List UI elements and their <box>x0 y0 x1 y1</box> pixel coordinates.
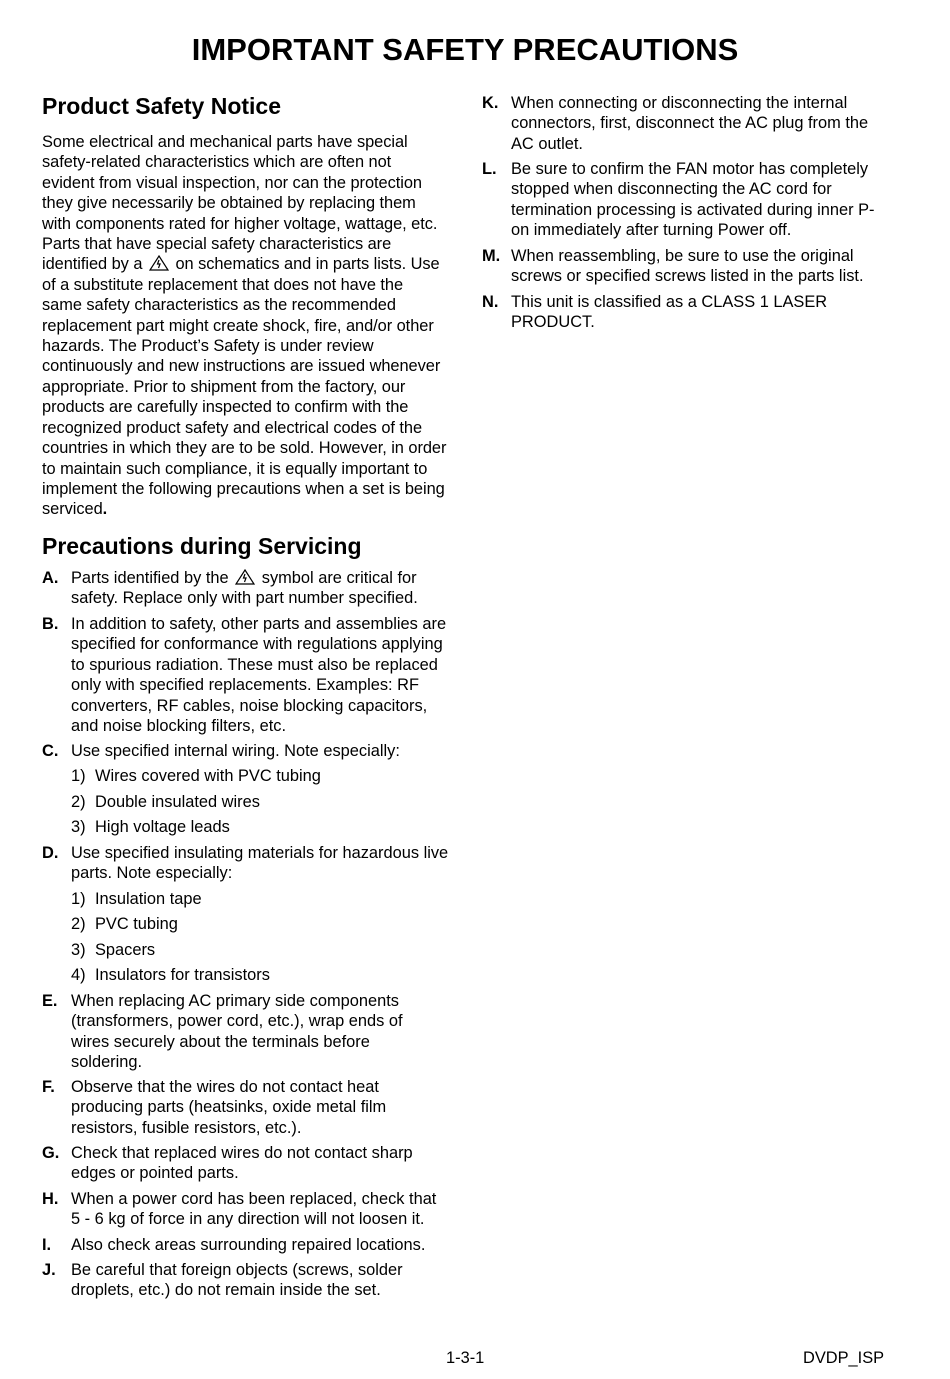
item-label: D. <box>42 844 59 862</box>
item-text: When replacing AC primary side components (transformers, power cord, etc.), wrap ends of wires securely about the terminals before soldering. <box>71 992 403 1072</box>
sub-item-number: 3) <box>71 818 86 836</box>
product-safety-end: . <box>102 500 108 519</box>
item-text: Be sure to confirm the FAN motor has completely stopped when disconnecting the AC cord for termination processing is activated during inner P-on immediately after turning Power off. <box>511 160 875 240</box>
warning-triangle-icon <box>149 255 169 271</box>
item-text: Also check areas surrounding repaired locations. <box>71 1236 426 1254</box>
item-text-before-icon: Parts identified by the <box>71 569 229 587</box>
sub-item-text: Spacers <box>95 941 156 959</box>
item-text: When connecting or disconnecting the internal connectors, first, disconnect the AC plug from the AC outlet. <box>511 94 869 153</box>
warning-triangle-icon <box>235 569 255 585</box>
item-text: Use specified internal wiring. Note especially: <box>71 742 400 760</box>
sub-item-text: PVC tubing <box>95 915 178 933</box>
item-label: L. <box>482 160 497 178</box>
sub-item-number: 1) <box>71 767 86 785</box>
item-text: Be careful that foreign objects (screws, solder droplets, etc.) do not remain inside the set. <box>71 1261 403 1300</box>
item-label: G. <box>42 1144 60 1162</box>
item-label: H. <box>42 1190 59 1208</box>
item-text: When a power cord has been replaced, check that 5 - 6 kg of force in any direction will not loosen it. <box>71 1190 437 1229</box>
item-label: A. <box>42 569 59 587</box>
item-label: M. <box>482 247 501 265</box>
item-text: Observe that the wires do not contact heat producing parts (heatsinks, oxide metal film resistors, fusible resistors, etc.). <box>71 1078 387 1137</box>
item-label: I. <box>42 1236 52 1254</box>
sub-item-number: 2) <box>71 793 86 811</box>
item-text: This unit is classified as a CLASS 1 LASER PRODUCT. <box>511 293 828 332</box>
product-safety-paragraph <box>42 132 447 520</box>
item-text: When reassembling, be sure to use the original screws or specified screws listed in the parts list. <box>511 247 864 286</box>
item-label: E. <box>42 992 58 1010</box>
item-label: J. <box>42 1261 56 1279</box>
product-safety-text-2: on schematics and in parts lists. Use of a substitute replacement that does not have the same safety characteristics as the recommended replacement part might create shock, fire, and/or other hazards. The Product’s Safety is under review continuously and new instructions are issued whenever appropriate. Prior to shipment from the factory, our products are carefully inspected to confirm with the recognized product safety and electrical codes of the countries in which they are to be sold. However, in order to maintain such compliance, it is equally important to implement the following precautions when a set is being serviced <box>42 255 447 519</box>
product-safety-heading: Product Safety Notice <box>42 93 281 119</box>
product-safety-text-1: Some electrical and mechanical parts have special safety-related characteristics which are often not evident from visual inspection, nor can the protection they give necessarily be obtained by replacing them with components rated for higher voltage, wattage, etc. Parts that have special safety characteristics are identified by a <box>42 133 438 274</box>
item-text: Use specified insulating materials for hazardous live parts. Note especially: <box>71 844 449 883</box>
document-code: DVDP_ISP <box>803 1349 885 1367</box>
item-text: In addition to safety, other parts and assemblies are specified for conformance with regulations applying to spurious radiation. These must also be replaced only with specified replacements. Examples: RF converters, RF cables, noise blocking capacitors, and noise blocking filters, etc. <box>71 615 447 736</box>
sub-item-number: 2) <box>71 915 86 933</box>
item-label: N. <box>482 293 499 311</box>
item-text: Check that replaced wires do not contact sharp edges or pointed parts. <box>71 1144 413 1183</box>
item-label: F. <box>42 1078 55 1096</box>
servicing-heading: Precautions during Servicing <box>42 533 362 559</box>
sub-item-text: Insulation tape <box>95 890 202 908</box>
sub-item-number: 4) <box>71 966 86 984</box>
page-title: IMPORTANT SAFETY PRECAUTIONS <box>191 32 739 67</box>
page-number: 1-3-1 <box>446 1349 485 1367</box>
sub-item-text: Double insulated wires <box>95 793 260 811</box>
sub-item-text: High voltage leads <box>95 818 230 836</box>
item-label: K. <box>482 94 499 112</box>
sub-item-number: 1) <box>71 890 86 908</box>
item-text <box>71 568 447 609</box>
sub-item-text: Wires covered with PVC tubing <box>95 767 321 785</box>
item-text-after-icon: symbol are critical for safety. Replace only with part number specified. <box>71 569 418 608</box>
sub-item-text: Insulators for transistors <box>95 966 270 984</box>
sub-item-number: 3) <box>71 941 86 959</box>
item-label: C. <box>42 742 59 760</box>
item-label: B. <box>42 615 59 633</box>
